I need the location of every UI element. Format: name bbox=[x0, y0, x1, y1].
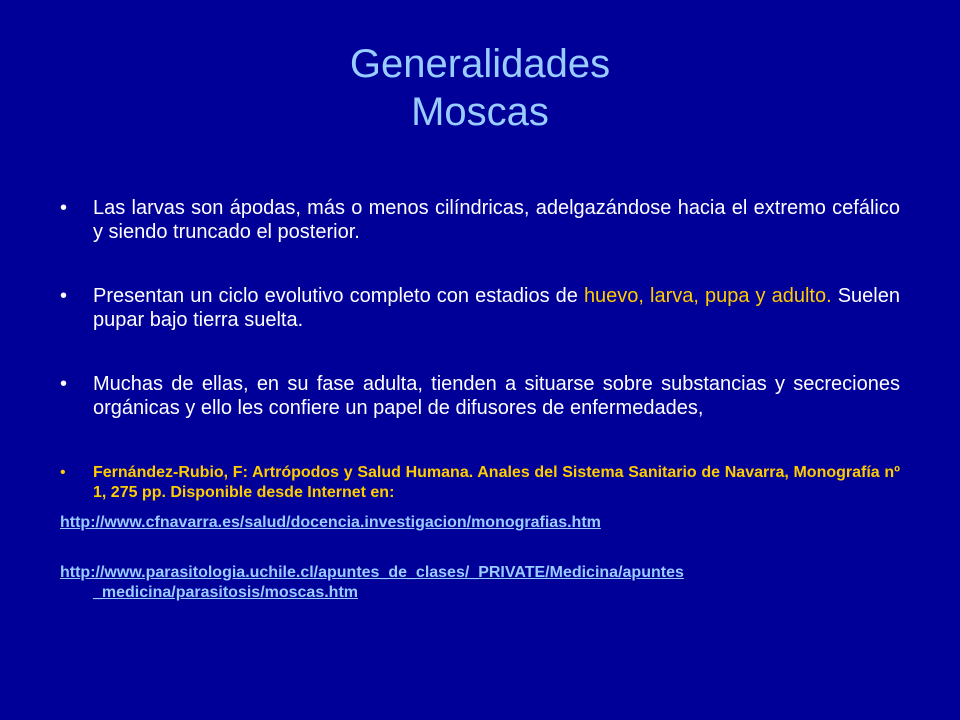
bullet-marker: • bbox=[60, 464, 66, 481]
slide-title bbox=[0, 40, 960, 136]
bullet-marker: • bbox=[60, 285, 68, 307]
bullet-text-post: Suelen pupar bajo tierra suelta. bbox=[93, 285, 900, 331]
bullet-text: Las larvas son ápodas, más o menos cilíndricas, adelgazándose hacia el extremo cefálico y siendo truncado el posterior. bbox=[93, 197, 900, 243]
bullet-larvas bbox=[60, 196, 900, 244]
bullet-ciclo bbox=[60, 284, 900, 332]
link-parasitologia-line-2[interactable]: _medicina/parasitosis/moscas.htm bbox=[93, 584, 358, 601]
bullet-adultas bbox=[60, 372, 900, 420]
bullet-list bbox=[60, 196, 900, 460]
bullet-text-pre: Presentan un ciclo evolutivo completo con estadios de bbox=[93, 285, 584, 307]
bullet-marker: • bbox=[60, 197, 68, 219]
link-cfnavarra[interactable]: http://www.cfnavarra.es/salud/docencia.investigacion/monografias.htm bbox=[60, 514, 601, 531]
link-parasitologia-line-1[interactable]: http://www.parasitologia.uchile.cl/apuntes_de_clases/_PRIVATE/Medicina/apuntes bbox=[60, 564, 684, 581]
title-line-2: Moscas bbox=[411, 90, 549, 134]
bullet-text: Muchas de ellas, en su fase adulta, tienden a situarse sobre substancias y secreciones orgánicas y ello les confiere un papel de difusores de enfermedades, bbox=[93, 373, 900, 419]
bullet-text-highlight: huevo, larva, pupa y adulto. bbox=[583, 285, 832, 307]
reference-text: Fernández-Rubio, F: Artrópodos y Salud Humana. Anales del Sistema Sanitario de Navarra, Monografía nº 1, 275 pp. Disponible desde Internet en: bbox=[93, 464, 900, 501]
link-parasitologia[interactable] bbox=[60, 563, 900, 603]
bullet-marker: • bbox=[60, 373, 68, 395]
reference-citation bbox=[60, 463, 900, 503]
title-line-1: Generalidades bbox=[349, 42, 611, 86]
